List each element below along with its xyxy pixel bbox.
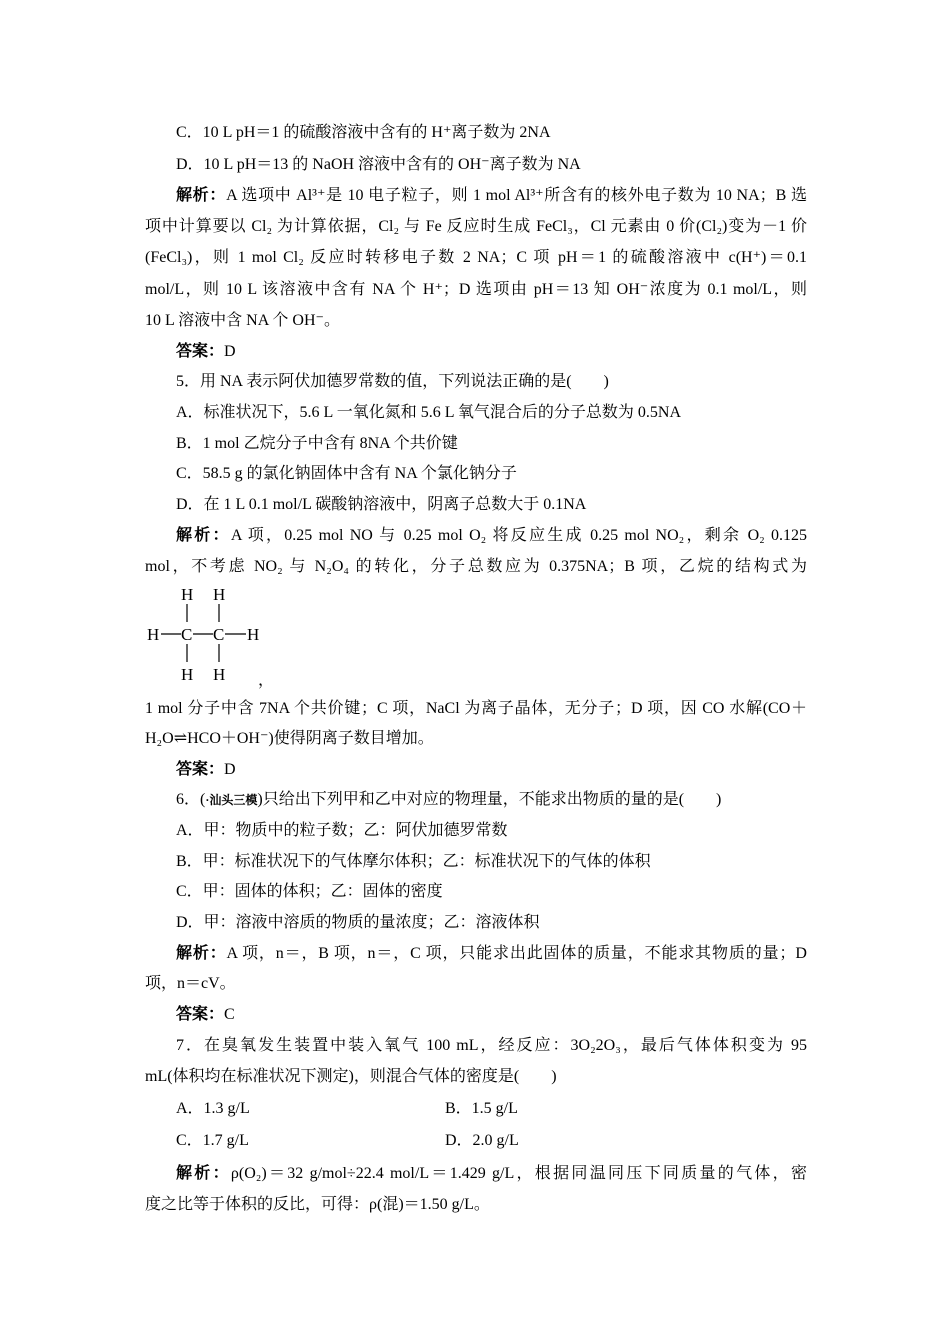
- explanation-text: ρ(O₂)＝32 g/mol÷22.4 mol/L＝1.429 g/L，根据同温同压下同质量的气体，密: [230, 1165, 807, 1182]
- explanation-q4-line5: 10 L 溶液中含 NA 个 OH⁻。: [145, 312, 340, 329]
- explanation-q4-line1: [176, 185, 807, 207]
- explanation-text: A 项，0.25 mol NO 与 0.25 mol O₂ 将反应生成 0.25 mol NO₂，剩余 O₂ 0.125: [230, 527, 807, 544]
- explanation-q5-line4: H₂O⇌HCO＋OH⁻)使得阴离子数目增加。: [145, 730, 434, 747]
- atom-h-bottom-right: H: [213, 665, 226, 684]
- atom-h-top-left: H: [181, 585, 194, 604]
- question-7-option-d-wrap: [445, 1130, 745, 1152]
- atom-c-left: C: [181, 625, 193, 644]
- question-7-option-d: D．2.0 g/L: [445, 1132, 519, 1149]
- question-6-option-a: A．甲：物质中的粒子数；乙：阿伏加德罗常数: [176, 822, 508, 839]
- answer-q4: [176, 341, 807, 363]
- explanation-q4-line3: (FeCl₃)，则 1 mol Cl₂ 反应时转移电子数 2 NA；C 项 pH＝1 的硫酸溶液中 c(H⁺)＝0.1: [145, 249, 807, 266]
- answer-q5: [176, 759, 807, 781]
- explanation-q4-line4: mol/L，则 10 L 该溶液中含有 NA 个 H⁺；D 选项由 pH＝13 知 OH⁻浓度为 0.1 mol/L，则: [145, 281, 807, 298]
- answer-label: 答案：: [176, 343, 225, 360]
- question-5-option-b: B．1 mol 乙烷分子中含有 8NA 个共价键: [176, 435, 458, 452]
- explanation-text: A 项，n＝，B 项，n＝，C 项，只能求出此固体的质量，不能求其物质的量；D: [226, 945, 807, 962]
- question-5-option-c: C．58.5 g 的氯化钠固体中含有 NA 个氯化钠分子: [176, 465, 517, 482]
- question-6-option-d: D．甲：溶液中溶质的物质的量浓度；乙：溶液体积: [176, 914, 540, 931]
- explanation-q4-line2: 项中计算要以 Cl₂ 为计算依据，Cl₂ 与 Fe 反应时生成 FeCl₃，Cl 元素由 0 价(Cl₂)变为－1 价: [145, 218, 807, 235]
- explanation-q7-line1: [176, 1163, 807, 1185]
- atom-c-right: C: [213, 625, 225, 644]
- answer-value: D: [224, 761, 236, 778]
- question-number: 6．(: [176, 791, 206, 808]
- answer-label: 答案：: [176, 761, 225, 778]
- structure-comma: ，: [258, 672, 275, 689]
- answer-q6: [176, 1004, 807, 1026]
- line-d-option-q4: D．10 L pH＝13 的 NaOH 溶液中含有的 OH⁻离子数为 NA: [176, 156, 581, 173]
- explanation-label: 解析：: [176, 1165, 231, 1182]
- line-c-option-q4: C．10 L pH＝1 的硫酸溶液中含有的 H⁺离子数为 2NA: [176, 124, 551, 141]
- question-text: )只给出下列甲和乙中对应的物理量，不能求出物质的量的是( ): [257, 791, 722, 808]
- question-6-option-b: B．甲：标准状况下的气体摩尔体积；乙：标准状况下的气体的体积: [176, 853, 651, 870]
- question-5: 5．用 NA 表示阿伏加德罗常数的值，下列说法正确的是( ): [176, 373, 609, 390]
- explanation-label: 解析：: [176, 187, 227, 204]
- explanation-q6-line2: 项，n＝cV。: [145, 975, 236, 992]
- question-7-option-a: A．1.3 g/L: [176, 1100, 250, 1117]
- question-5-option-a: A．标准状况下，5.6 L 一氧化氮和 5.6 L 氧气混合后的分子总数为 0.5NA: [176, 404, 682, 421]
- atom-h-left: H: [147, 625, 160, 644]
- question-7-line2: mL(体积均在标准状况下测定)，则混合气体的密度是( ): [145, 1068, 557, 1085]
- question-5-option-d: D．在 1 L 0.1 mol/L 碳酸钠溶液中，阴离子总数大于 0.1NA: [176, 496, 587, 513]
- question-7-line1: 7．在臭氧发生装置中装入氧气 100 mL，经反应：3O₂2O₃，最后气体体积变为 95: [176, 1037, 807, 1054]
- explanation-text: A 选项中 Al³⁺是 10 电子粒子，则 1 mol Al³⁺所含有的核外电子数为 10 NA；B 选: [226, 187, 807, 204]
- answer-value: D: [224, 343, 236, 360]
- explanation-q5-line3: 1 mol 分子中含 7NA 个共价键；C 项，NaCl 为离子晶体，无分子；D 项，因 CO 水解(CO＋: [145, 700, 807, 717]
- explanation-label: 解析：: [176, 527, 231, 544]
- explanation-q5-line2: mol，不考虑 NO₂ 与 N₂O₄ 的转化，分子总数应为 0.375NA；B 项，乙烷的结构式为: [145, 558, 807, 575]
- explanation-q7-line2: 度之比等于体积的反比，可得：ρ(混)＝1.50 g/L。: [145, 1196, 490, 1213]
- explanation-q6-line1: [176, 943, 807, 965]
- question-7-option-b: B．1.5 g/L: [445, 1100, 518, 1117]
- atom-h-top-right: H: [213, 585, 226, 604]
- question-7-option-b-wrap: [445, 1098, 745, 1120]
- atom-h-bottom-left: H: [181, 665, 194, 684]
- question-7-option-c: C．1.7 g/L: [176, 1132, 249, 1149]
- explanation-q5-line1: [176, 525, 807, 547]
- atom-h-right: H: [247, 625, 260, 644]
- question-6: [176, 789, 807, 811]
- answer-value: C: [224, 1006, 235, 1023]
- answer-label: 答案：: [176, 1006, 225, 1023]
- explanation-label: 解析：: [176, 945, 227, 962]
- question-source: ·汕头三模: [205, 793, 258, 807]
- question-6-option-c: C．甲：固体的体积；乙：固体的密度: [176, 883, 443, 900]
